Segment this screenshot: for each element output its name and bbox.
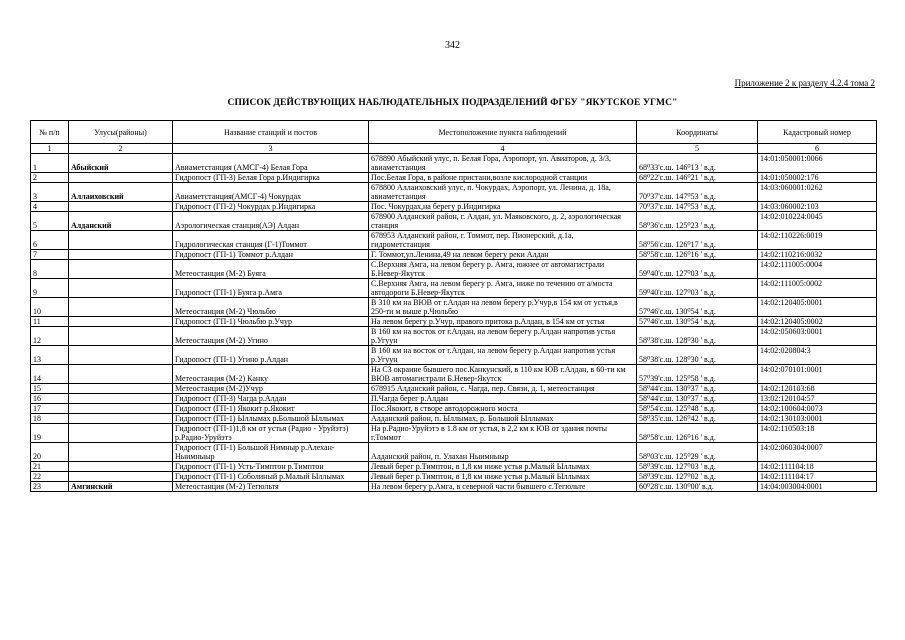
coordinates-cell: 58⁰44'с.ш. 130⁰37 ' в.д. bbox=[637, 384, 758, 394]
cadastre-cell: 14:02:050603:0001 bbox=[758, 327, 877, 346]
table-row bbox=[31, 183, 877, 202]
cadastre-cell: 14:02:130103:0001 bbox=[758, 414, 877, 424]
row-number-cell: 16 bbox=[31, 394, 69, 404]
coordinates-cell: 68⁰33'с.ш. 146⁰13 ' в.д. bbox=[637, 154, 758, 173]
column-number: 4 bbox=[369, 144, 637, 154]
coordinates-cell: 58⁰39'с.ш. 127⁰03 ' в.д. bbox=[637, 462, 758, 472]
table-row bbox=[31, 443, 877, 462]
row-number-cell: 5 bbox=[31, 212, 69, 231]
location-cell: Алданский район, п. Улахан Ныимныыр bbox=[369, 443, 637, 462]
row-number-cell: 2 bbox=[31, 173, 69, 183]
ulus-cell bbox=[69, 443, 173, 462]
location-cell: Пос.Якокит, в створе автодорожного моста bbox=[369, 404, 637, 414]
header-cell: Название станций и постов bbox=[173, 121, 369, 144]
station-name-cell: Авиаметстанция(АМСГ-4) Чокурдах bbox=[173, 183, 369, 202]
header-cell: Улусы(районы) bbox=[69, 121, 173, 144]
table-row bbox=[31, 154, 877, 173]
cadastre-cell: 14:02:120103:68 bbox=[758, 384, 877, 394]
location-cell: На левом берегу р.Амга, в северной части бывшего с.Тегюльте bbox=[369, 482, 637, 492]
ulus-cell bbox=[69, 250, 173, 260]
station-name-cell: Гидропост (ГП-1) Соболиный р.Малый Ыллымах bbox=[173, 472, 369, 482]
ulus-cell: Амгинский bbox=[69, 482, 173, 492]
coordinates-cell: 58⁰35'с.ш. 126⁰42 ' в.д. bbox=[637, 414, 758, 424]
table-row bbox=[31, 365, 877, 384]
row-number-cell: 23 bbox=[31, 482, 69, 492]
station-name-cell: Метеостанция (М-2) Буяга bbox=[173, 260, 369, 279]
station-name-cell: Гидропост (ГП-1) Якокит р.Якокит bbox=[173, 404, 369, 414]
table-row bbox=[31, 231, 877, 250]
ulus-cell: Аллаиховский bbox=[69, 183, 173, 202]
ulus-cell bbox=[69, 414, 173, 424]
location-cell: Пос. Чокурдах,на берегу р.Индигирка bbox=[369, 202, 637, 212]
table-row bbox=[31, 212, 877, 231]
ulus-cell bbox=[69, 327, 173, 346]
table-row bbox=[31, 472, 877, 482]
cadastre-cell: 14:02:111005:0004 bbox=[758, 260, 877, 279]
row-number-cell: 12 bbox=[31, 327, 69, 346]
location-cell: 678953 Алданский район, г. Томмот, пер. Пионерский, д.1а, гидрометстанция bbox=[369, 231, 637, 250]
row-number-cell: 15 bbox=[31, 384, 69, 394]
cadastre-cell: 14:01:050002:176 bbox=[758, 173, 877, 183]
cadastre-cell: 14:02:110216:0032 bbox=[758, 250, 877, 260]
row-number-cell: 4 bbox=[31, 202, 69, 212]
ulus-cell bbox=[69, 394, 173, 404]
column-number: 5 bbox=[637, 144, 758, 154]
location-cell: В 310 км на ВЮВ от г.Алдан на левом берегу р.Учур,в 154 км от устья,в 250-ти м выше р.Чюльбю bbox=[369, 298, 637, 317]
ulus-cell bbox=[69, 404, 173, 414]
ulus-cell bbox=[69, 384, 173, 394]
station-name-cell: Авиаметстанция (АМСГ-4) Белая Гора bbox=[173, 154, 369, 173]
coordinates-cell: 58⁰03'с.ш. 125⁰29 ' в.д. bbox=[637, 443, 758, 462]
cadastre-cell: 14:02:010224:0045 bbox=[758, 212, 877, 231]
coordinates-cell: 58⁰58'с.ш. 126⁰16 ' в.д. bbox=[637, 250, 758, 260]
cadastre-cell: 14:04:003004:0001 bbox=[758, 482, 877, 492]
station-name-cell: Метеостанция (М-2) Тегюльтя bbox=[173, 482, 369, 492]
station-name-cell: Гидропост (ГП-1) Томмот р.Алдан bbox=[173, 250, 369, 260]
cadastre-cell: 14:01:050001:0066 bbox=[758, 154, 877, 173]
row-number-cell: 13 bbox=[31, 346, 69, 365]
location-cell: С.Верхняя Амга, на левом берегу р. Амга, южнее от автомагистрали Б.Невер-Якутск bbox=[369, 260, 637, 279]
station-name-cell: Гидропост (ГП-1)1,8 км от устья (Радио - Уруйэтэ) р.Радио-Уруйэтэ bbox=[173, 424, 369, 443]
station-name-cell: Аэрологическая станция(АЭ) Алдан bbox=[173, 212, 369, 231]
table-row bbox=[31, 394, 877, 404]
coordinates-cell: 57⁰46'с.ш. 130⁰54 ' в.д. bbox=[637, 298, 758, 317]
coordinates-cell: 58⁰56'с.ш. 126⁰17 ' в.д. bbox=[637, 231, 758, 250]
column-number: 2 bbox=[69, 144, 173, 154]
cadastre-cell: 14:02:110503:18 bbox=[758, 424, 877, 443]
row-number-cell: 11 bbox=[31, 317, 69, 327]
row-number-cell: 1 bbox=[31, 154, 69, 173]
ulus-cell: Алданский bbox=[69, 212, 173, 231]
location-cell: Левый берег р.Тимптон, в 1,8 км ниже устья р.Малый Ыллымах bbox=[369, 462, 637, 472]
column-number-row bbox=[31, 144, 877, 154]
table-row bbox=[31, 404, 877, 414]
coordinates-cell: 60⁰28'с.ш. 130⁰00' в.д. bbox=[637, 482, 758, 492]
row-number-cell: 17 bbox=[31, 404, 69, 414]
ulus-cell bbox=[69, 346, 173, 365]
station-name-cell: Гидропост (ГП-1) Большой Нимныр р.Алехан-Ныимныыр bbox=[173, 443, 369, 462]
station-name-cell: Метеостанция (М-2) Угино bbox=[173, 327, 369, 346]
row-number-cell: 18 bbox=[31, 414, 69, 424]
coordinates-cell: 59⁰40'с.ш. 127⁰03 ' в.д. bbox=[637, 260, 758, 279]
coordinates-cell: 58⁰38'с.ш. 128⁰30 ' в.д. bbox=[637, 327, 758, 346]
row-number-cell: 14 bbox=[31, 365, 69, 384]
station-name-cell: Гидрологическая станция (Г-1)Томмот bbox=[173, 231, 369, 250]
station-name-cell: Гидропост (ГП-1) Угино р.Алдан bbox=[173, 346, 369, 365]
cadastre-cell: 14:02:111104:18 bbox=[758, 462, 877, 472]
location-cell: Пос.Белая Гора, в районе пристани,возле кислородной станции bbox=[369, 173, 637, 183]
table-row bbox=[31, 298, 877, 317]
ulus-cell bbox=[69, 424, 173, 443]
ulus-cell bbox=[69, 279, 173, 298]
station-name-cell: Гидропост (ГП-3) Чагда р.Алдан bbox=[173, 394, 369, 404]
station-name-cell: Гидропост (ГП-3) Белая Гора р.Индигирка bbox=[173, 173, 369, 183]
station-name-cell: Гидропост (ГП-1) Ыллымах р.Большой Ыллымах bbox=[173, 414, 369, 424]
location-cell: В 160 км на восток от г.Алдан, на левом берегу р.Алдан напротив устья р.Угуун bbox=[369, 327, 637, 346]
table-row bbox=[31, 462, 877, 472]
page-number: 342 bbox=[445, 40, 460, 51]
table-row bbox=[31, 482, 877, 492]
ulus-cell bbox=[69, 365, 173, 384]
table-row bbox=[31, 260, 877, 279]
location-cell: Алданский район, п. Ыллымах, р. Большой Ыллымах bbox=[369, 414, 637, 424]
table-row bbox=[31, 346, 877, 365]
row-number-cell: 20 bbox=[31, 443, 69, 462]
coordinates-cell: 70⁰37'с.ш. 147⁰53 ' в.д. bbox=[637, 183, 758, 202]
table-row bbox=[31, 202, 877, 212]
ulus-cell: Абыйский bbox=[69, 154, 173, 173]
table-row bbox=[31, 384, 877, 394]
row-number-cell: 21 bbox=[31, 462, 69, 472]
station-name-cell: Метеостанция (М-2) Канку bbox=[173, 365, 369, 384]
cadastre-cell: 14:02:070101:0001 bbox=[758, 365, 877, 384]
stations-table bbox=[30, 120, 877, 492]
row-number-cell: 9 bbox=[31, 279, 69, 298]
cadastre-cell: 14:02:120405:0001 bbox=[758, 298, 877, 317]
table-row bbox=[31, 317, 877, 327]
location-cell: 678800 Аллаиховский улус, п. Чокурдах, Аэропорт, ул. Ленина, д. 18а, авиаметстанция bbox=[369, 183, 637, 202]
table-row bbox=[31, 414, 877, 424]
table-body bbox=[31, 154, 877, 492]
coordinates-cell: 68⁰22'с.ш. 146⁰21 ' в.д. bbox=[637, 173, 758, 183]
column-number: 1 bbox=[31, 144, 69, 154]
cadastre-cell: 14:02:110226:0019 bbox=[758, 231, 877, 250]
cadastre-cell: 14:02:111104:17 bbox=[758, 472, 877, 482]
ulus-cell bbox=[69, 472, 173, 482]
coordinates-cell: 57⁰46'с.ш. 130⁰54 ' в.д. bbox=[637, 317, 758, 327]
station-name-cell: Гидропост (ГП-1) Буяга р.Амга bbox=[173, 279, 369, 298]
ulus-cell bbox=[69, 202, 173, 212]
coordinates-cell: 58⁰36'с.ш. 125⁰23 ' в.д. bbox=[637, 212, 758, 231]
header-cell: Координаты bbox=[637, 121, 758, 144]
location-cell: С.Верхняя Амга, на левом берегу р. Амга, ниже по течению от а/моста автодороги Б.Невер-Якутск bbox=[369, 279, 637, 298]
column-number: 6 bbox=[758, 144, 877, 154]
row-number-cell: 19 bbox=[31, 424, 69, 443]
coordinates-cell: 58⁰38'с.ш. 128⁰30 ' в.д. bbox=[637, 346, 758, 365]
location-cell: Г. Томмот,ул.Ленина,49 на левом берегу реки Алдан bbox=[369, 250, 637, 260]
cadastre-cell: 14:02:120405:0002 bbox=[758, 317, 877, 327]
ulus-cell bbox=[69, 298, 173, 317]
row-number-cell: 8 bbox=[31, 260, 69, 279]
coordinates-cell: 58⁰54'с.ш. 125⁰48 ' в.д. bbox=[637, 404, 758, 414]
location-cell: На р.Радио-Уруйэтэ в 1.8 км от устья, в 2,2 км к ЮВ от здания почты г.Томмот bbox=[369, 424, 637, 443]
header-cell: Кадастровый номер bbox=[758, 121, 877, 144]
cadastre-cell: 14:02:100604:0073 bbox=[758, 404, 877, 414]
coordinates-cell: 59⁰40'с.ш. 127⁰03 ' в.д. bbox=[637, 279, 758, 298]
coordinates-cell: 58⁰58'с.ш. 126⁰16 ' в.д. bbox=[637, 424, 758, 443]
header-cell: Местоположение пункта наблюдений bbox=[369, 121, 637, 144]
ulus-cell bbox=[69, 462, 173, 472]
coordinates-cell: 58⁰44'с.ш. 130⁰37 ' в.д. bbox=[637, 394, 758, 404]
row-number-cell: 7 bbox=[31, 250, 69, 260]
location-cell: П.Чагда берег р.Алдан bbox=[369, 394, 637, 404]
ulus-cell bbox=[69, 173, 173, 183]
row-number-cell: 22 bbox=[31, 472, 69, 482]
row-number-cell: 6 bbox=[31, 231, 69, 250]
header-cell: № п/п bbox=[31, 121, 69, 144]
table-row bbox=[31, 327, 877, 346]
cadastre-cell: 14:03:060002:103 bbox=[758, 202, 877, 212]
cadastre-cell: 14:02:020804:3 bbox=[758, 346, 877, 365]
cadastre-cell: 14:02:060304:0007 bbox=[758, 443, 877, 462]
table-row bbox=[31, 279, 877, 298]
station-name-cell: Гидропост (ГП-2) Чокурдах р.Индигирка bbox=[173, 202, 369, 212]
station-name-cell: Гидропост (ГП-1) Усть-Тимптон р.Тимптон bbox=[173, 462, 369, 472]
ulus-cell bbox=[69, 317, 173, 327]
coordinates-cell: 57⁰39'с.ш. 125⁰58 ' в.д. bbox=[637, 365, 758, 384]
ulus-cell bbox=[69, 260, 173, 279]
cadastre-cell: 14:02:111005:0002 bbox=[758, 279, 877, 298]
location-cell: 678900 Алданский район, г. Алдан, ул. Маяковского, д. 2, аэрологическая станция bbox=[369, 212, 637, 231]
coordinates-cell: 58⁰39'с.ш. 127⁰02 ' в.д. bbox=[637, 472, 758, 482]
cadastre-cell: 14:03:060001:0262 bbox=[758, 183, 877, 202]
cadastre-cell: 13:02:120104:57 bbox=[758, 394, 877, 404]
coordinates-cell: 70⁰37'с.ш. 147⁰53 ' в.д. bbox=[637, 202, 758, 212]
location-cell: Левый берег р.Тимптон, в 1,8 км ниже устья р.Малый Ыллымах bbox=[369, 472, 637, 482]
table-row bbox=[31, 424, 877, 443]
location-cell: 678915 Алданский район, с. Чагда, пер. Связи, д. 1, метеостанция bbox=[369, 384, 637, 394]
document-title: СПИСОК ДЕЙСТВУЮЩИХ НАБЛЮДАТЕЛЬНЫХ ПОДРАЗДЕЛЕНИЙ ФГБУ "ЯКУТСКОЕ УГМС" bbox=[227, 98, 678, 108]
table-row bbox=[31, 173, 877, 183]
location-cell: На СЗ окраине бывшего пос.Канкунский, в 110 км ЮВ г.Алдан, в 60-ти км ВЮВ автомагистрали Б.Невер-Якутск bbox=[369, 365, 637, 384]
header-row bbox=[31, 121, 877, 144]
row-number-cell: 3 bbox=[31, 183, 69, 202]
column-number: 3 bbox=[173, 144, 369, 154]
location-cell: В 160 км на восток от г.Алдан, на левом берегу р.Алдан напротив устья р.Угуун bbox=[369, 346, 637, 365]
row-number-cell: 10 bbox=[31, 298, 69, 317]
station-name-cell: Гидропост (ГП-1) Чюльбю р.Учур bbox=[173, 317, 369, 327]
station-name-cell: Метеостанция (М-2) Чюльбю bbox=[173, 298, 369, 317]
table-row bbox=[31, 250, 877, 260]
appendix-note: Приложение 2 к разделу 4.2.4 тома 2 bbox=[734, 78, 875, 88]
location-cell: 678890 Абыйский улус, п. Белая Гора, Аэропорт, ул. Авиаторов, д. 3/3, авиаметстанция bbox=[369, 154, 637, 173]
station-name-cell: Метеостанция (М-2)Учур bbox=[173, 384, 369, 394]
location-cell: На левом берегу р.Учур, правого притока р.Алдан, в 154 км от устья bbox=[369, 317, 637, 327]
ulus-cell bbox=[69, 231, 173, 250]
